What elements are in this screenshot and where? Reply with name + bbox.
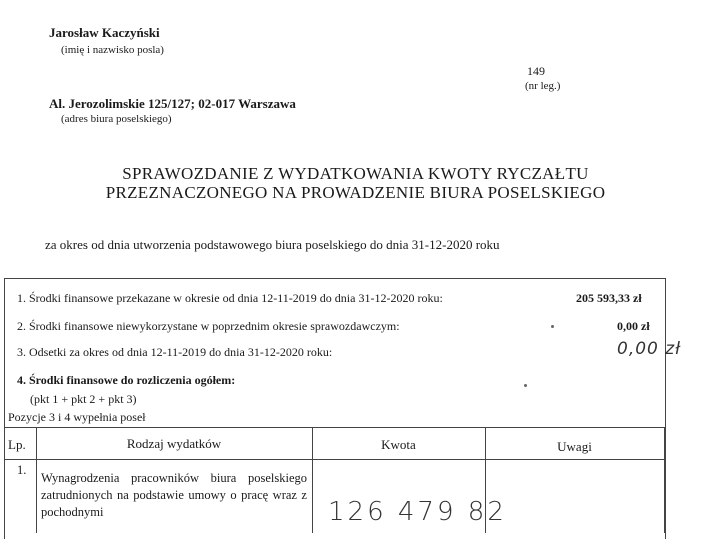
table-row-1-handwritten-amount: 126 479 82	[328, 497, 507, 527]
column-header-expense-type: Rodzaj wydatków	[126, 436, 222, 451]
scan-speck	[551, 325, 554, 328]
column-header-amount: Kwota	[381, 437, 416, 452]
table-header-top-rule	[4, 427, 664, 428]
summary-row-2-value: 0,00 zł	[617, 319, 650, 333]
table-row-1-description: Wynagrodzenia pracowników biura poselskiego zatrudnionych na podstawie umowy o pracę wraz z pochodnymi	[41, 471, 307, 519]
summary-row-1-label: 1. Środki finansowe przekazane w okresie od dnia 12-11-2019 do dnia 31-12-2020 roku:	[17, 291, 443, 305]
column-header-lp: Lp.	[8, 437, 26, 452]
office-address-caption: (adres biura poselskiego)	[61, 113, 172, 125]
table-row-1-lp: 1.	[17, 463, 27, 477]
legitimation-caption: (nr leg.)	[525, 80, 561, 92]
table-col-divider	[664, 427, 665, 533]
summary-row-1-value: 205 593,33 zł	[576, 291, 642, 305]
column-header-notes: Uwagi	[557, 439, 592, 454]
summary-row-2-label: 2. Środki finansowe niewykorzystane w poprzednim okresie sprawozdawczym:	[17, 319, 400, 333]
mp-name-caption: (imię i nazwisko posla)	[61, 44, 164, 56]
office-address: Al. Jerozolimskie 125/127; 02-017 Warszawa	[49, 96, 296, 111]
summary-row-4-formula: (pkt 1 + pkt 2 + pkt 3)	[30, 392, 137, 406]
report-period: za okres od dnia utworzenia podstawowego biura poselskiego do dnia 31-12-2020 roku	[45, 237, 500, 252]
legitimation-number: 149	[527, 64, 545, 78]
summary-row-3-label: 3. Odsetki za okres od dnia 12-11-2019 do dnia 31-12-2020 roku:	[17, 345, 333, 359]
summary-row-4-label: 4. Środki finansowe do rozliczenia ogółem:	[17, 373, 236, 387]
report-title-line1: SPRAWOZDANIE Z WYDATKOWANIA KWOTY RYCZAŁTU	[122, 164, 589, 183]
mp-name: Jarosław Kaczyński	[49, 25, 160, 40]
report-title-line2: PRZEZNACZONEGO NA PROWADZENIE BIURA POSELSKIEGO	[105, 183, 606, 202]
summary-row-3-handwritten-value: 0,00 zł	[617, 339, 682, 359]
scan-speck	[524, 384, 527, 387]
table-header-bottom-rule	[4, 459, 664, 460]
fill-instruction: Pozycje 3 i 4 wypełnia poseł	[8, 410, 146, 424]
